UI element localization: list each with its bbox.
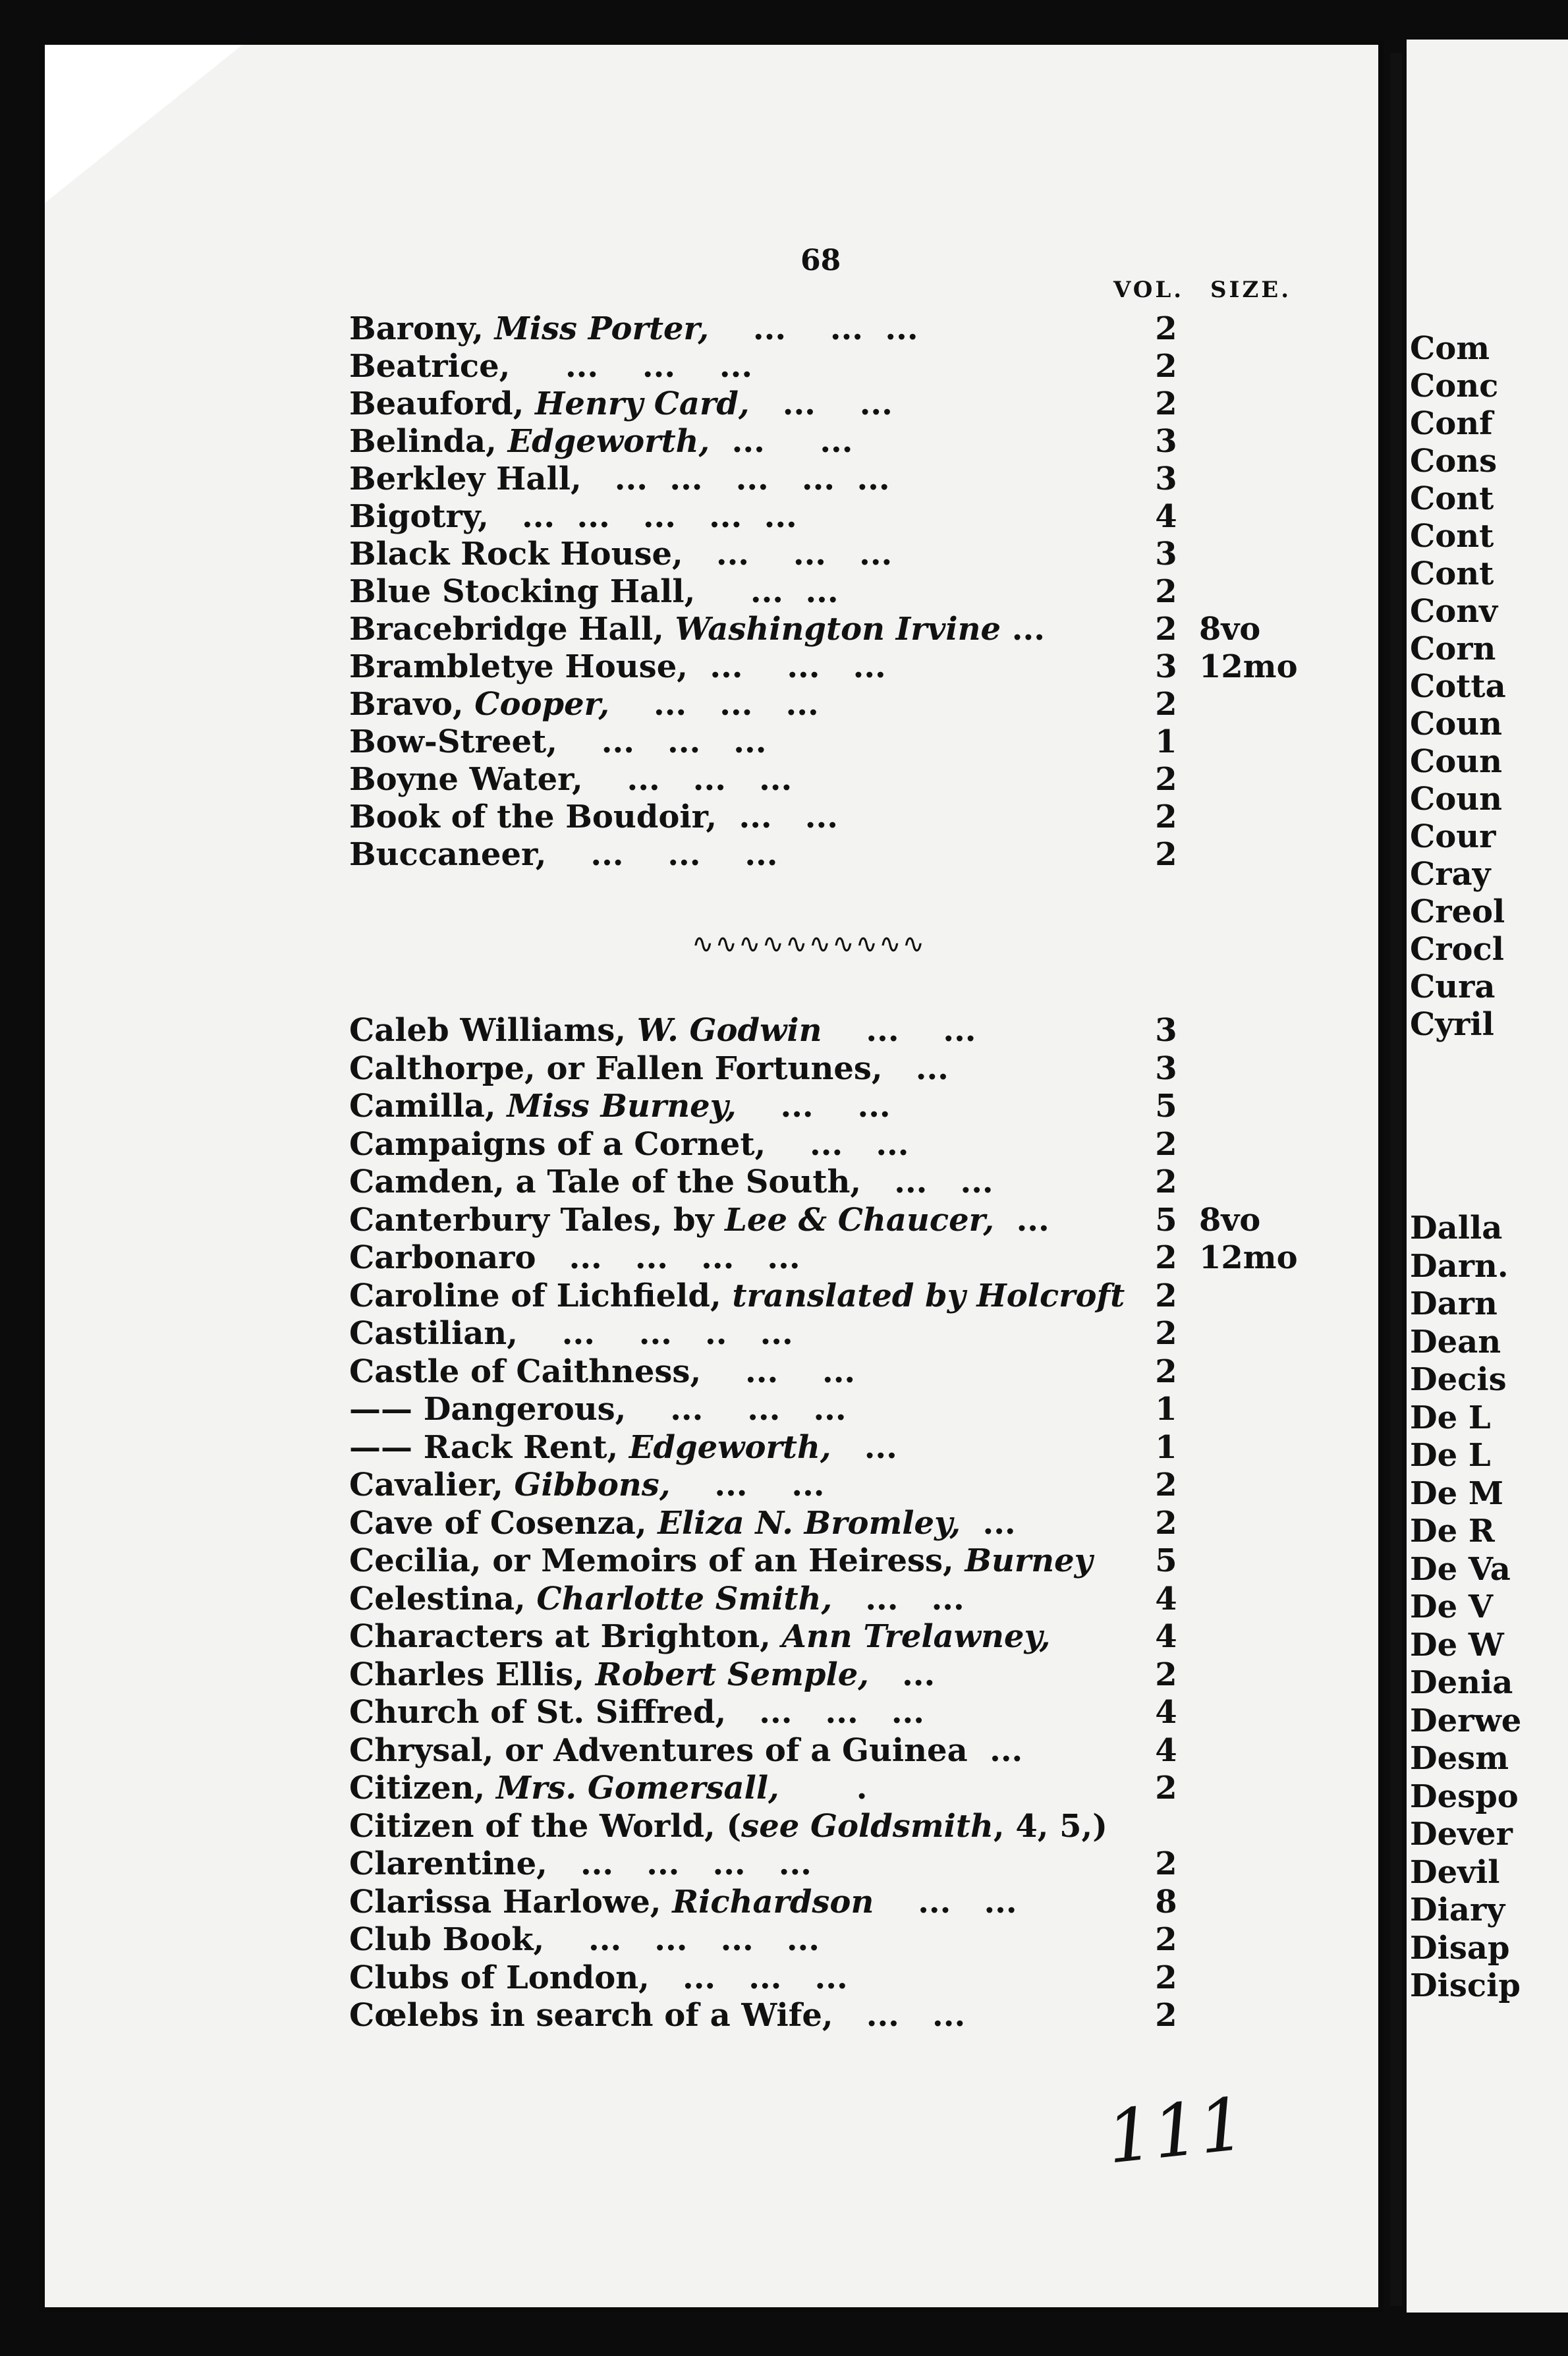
- author-name: Ann Trelawney,: [781, 1618, 1051, 1655]
- right-page-fragment: Darn.: [1410, 1247, 1509, 1285]
- right-page-fragment: Creol: [1410, 893, 1505, 930]
- volume-count: 2: [1155, 1125, 1177, 1163]
- right-page-fragment: Conf: [1410, 405, 1493, 442]
- title-text: Berkley Hall,: [349, 461, 582, 497]
- volume-count: 2: [1155, 799, 1177, 835]
- title-text: Bravo,: [349, 686, 475, 723]
- catalog-entry: [349, 760, 1351, 799]
- volume-count: 1: [1155, 1391, 1177, 1428]
- right-page-fragment: Conc: [1410, 368, 1499, 405]
- right-page-fragment: De Va: [1410, 1550, 1511, 1588]
- right-page-fragment: De L: [1410, 1399, 1491, 1436]
- leader-dots: ... ...: [701, 1353, 856, 1390]
- title-text: Citizen of the World, (: [349, 1807, 742, 1845]
- volume-count: 2: [1155, 385, 1177, 422]
- author-name: Robert Semple,: [595, 1656, 869, 1693]
- right-page-fragment: De R: [1410, 1513, 1495, 1550]
- right-page-fragment: Cray: [1410, 856, 1491, 893]
- volume-count: 1: [1155, 723, 1177, 760]
- entry-title: [349, 1011, 976, 1050]
- catalog-entry: [349, 1353, 1351, 1391]
- leader-dots: ... ...: [717, 799, 838, 835]
- right-page-fragment: Com: [1410, 330, 1490, 367]
- catalog-entry: [349, 1769, 1351, 1807]
- catalog-entry: [349, 497, 1351, 536]
- catalog-entry: [349, 1580, 1351, 1618]
- author-name: translated by Holcroft: [732, 1277, 1125, 1314]
- leader-dots: ... ...: [766, 1125, 909, 1163]
- entry-title: [349, 347, 752, 385]
- right-page-fragment: Coun: [1410, 743, 1503, 780]
- page-number: 68: [800, 244, 841, 277]
- volume-count: 5: [1155, 1542, 1177, 1579]
- entry-title: [349, 723, 766, 761]
- volume-count: 3: [1155, 536, 1177, 573]
- right-page-fragment: Cont: [1410, 480, 1494, 517]
- entry-title: [349, 1466, 824, 1504]
- leader-dots: ...: [961, 1504, 1016, 1542]
- author-name: Miss Burney,: [507, 1088, 737, 1125]
- entry-title: [349, 1883, 1017, 1921]
- catalog-entry: [349, 1201, 1351, 1239]
- right-page-fragment: Despo: [1410, 1778, 1519, 1815]
- volume-count: 2: [1155, 761, 1177, 798]
- catalog-entry: [349, 723, 1351, 761]
- entry-title: [349, 648, 886, 686]
- catalog-entry: [349, 1617, 1351, 1656]
- title-text: Carbonaro: [349, 1239, 536, 1276]
- volume-count: 5: [1155, 1088, 1177, 1125]
- leader-dots: ... ... ...: [557, 723, 767, 760]
- right-page-fragment: De M: [1410, 1474, 1504, 1512]
- right-page-fragment: Desm: [1410, 1740, 1509, 1777]
- entry-title: [349, 1428, 897, 1467]
- title-text: Characters at Brighton,: [349, 1618, 782, 1655]
- volume-count: 1: [1155, 1428, 1177, 1466]
- vol-header: VOL.: [1113, 277, 1185, 303]
- volume-count: 5: [1155, 1201, 1177, 1239]
- author-name: Cooper,: [474, 686, 610, 723]
- entry-title: [349, 385, 893, 423]
- catalog-entry: [349, 1883, 1351, 1921]
- leader-dots: ... ... ...: [582, 761, 793, 798]
- volume-count: 2: [1155, 1277, 1177, 1314]
- title-text: Citizen,: [349, 1770, 496, 1807]
- leader-dots: ... ... ...: [726, 1694, 924, 1731]
- entry-title: [349, 685, 819, 723]
- catalog-entry: [349, 1050, 1351, 1088]
- catalog-entry: [349, 573, 1351, 611]
- volume-count: 2: [1155, 348, 1177, 385]
- title-text: Caroline of Lichfield,: [349, 1277, 733, 1314]
- entry-title: [349, 1617, 1051, 1656]
- title-text: Cave of Cosenza,: [349, 1504, 658, 1542]
- entry-title: [349, 1959, 848, 1997]
- right-page-fragment: Coun: [1410, 781, 1503, 818]
- entry-title: [349, 1504, 1016, 1542]
- entry-title: [349, 460, 890, 498]
- catalog-entry: [349, 1996, 1351, 2034]
- catalog-entry: [349, 347, 1351, 385]
- right-page-fragment: Cura: [1410, 968, 1496, 1005]
- title-text: —— Rack Rent,: [349, 1428, 629, 1466]
- catalog-entry: [349, 1466, 1351, 1504]
- catalog-entry: [349, 1011, 1351, 1050]
- leader-dots: .: [779, 1770, 868, 1807]
- entry-title: [349, 1277, 1125, 1315]
- volume-count: 2: [1155, 1467, 1177, 1503]
- author-name: Miss Porter,: [494, 310, 710, 347]
- volume-count: 2: [1155, 836, 1177, 873]
- title-text: Cavalier,: [349, 1467, 515, 1503]
- entry-title: [349, 1542, 1093, 1580]
- leader-dots: ...: [1001, 611, 1045, 648]
- leader-dots: ... ... ... ...: [547, 1845, 812, 1882]
- leader-dots: ... ... ... ...: [536, 1239, 800, 1276]
- page-fold-corner: [45, 45, 242, 203]
- catalog-entry: [349, 685, 1351, 723]
- book-size: 12mo: [1199, 648, 1298, 685]
- leader-dots: ... ...: [749, 385, 893, 422]
- leader-dots: ... ... ... ...: [544, 1921, 820, 1958]
- book-size: 8vo: [1199, 1201, 1261, 1239]
- entry-title: [349, 1807, 1107, 1845]
- leader-dots: , 4, 5,): [993, 1807, 1107, 1845]
- title-text: Belinda,: [349, 423, 508, 460]
- right-page-fragment: Disap: [1410, 1929, 1510, 1967]
- catalog-entry: [349, 648, 1351, 686]
- title-text: Boyne Water,: [349, 761, 583, 798]
- right-page-fragment: Decis: [1410, 1361, 1507, 1398]
- leader-dots: ... ... ... ... ...: [488, 498, 797, 535]
- right-page-fragment: Discip: [1410, 1967, 1521, 2004]
- author-name: Charlotte Smith,: [536, 1580, 833, 1617]
- right-page-fragment: Dean: [1410, 1323, 1501, 1360]
- author-name: Lee & Chaucer,: [725, 1201, 995, 1239]
- entry-title: [349, 310, 918, 348]
- author-name: see Goldsmith: [741, 1807, 994, 1845]
- catalog-entry: [349, 1390, 1351, 1428]
- right-page-fragment: Dalla: [1410, 1210, 1503, 1247]
- entry-title: [349, 798, 838, 836]
- catalog-entry: [349, 1314, 1351, 1353]
- right-page-fragment: Cont: [1410, 518, 1494, 555]
- title-text: —— Dangerous,: [349, 1391, 627, 1428]
- title-text: Beatrice,: [349, 348, 511, 385]
- right-page-fragment: Cyril: [1410, 1006, 1494, 1043]
- leader-dots: ... ...: [822, 1012, 976, 1049]
- title-text: Church of St. Siffred,: [349, 1694, 727, 1731]
- volume-count: 2: [1155, 310, 1177, 347]
- volume-count: 2: [1155, 686, 1177, 723]
- author-name: Edgeworth,: [629, 1428, 831, 1466]
- leader-dots: ... ... ...: [687, 648, 886, 685]
- catalog-entry: [349, 1693, 1351, 1731]
- author-name: Richardson: [672, 1883, 874, 1921]
- leader-dots: ... ...: [695, 573, 839, 610]
- title-text: Calthorpe, or Fallen Fortunes,: [349, 1050, 883, 1087]
- right-page-fragment: Cons: [1410, 443, 1498, 480]
- author-name: Eliza N. Bromley,: [658, 1504, 961, 1542]
- catalog-entry: [349, 1163, 1351, 1201]
- title-text: Bracebridge Hall,: [349, 611, 675, 648]
- volume-count: 3: [1155, 648, 1177, 685]
- title-text: Castilian,: [349, 1315, 518, 1352]
- entry-title: [349, 610, 1045, 648]
- volume-count: 2: [1155, 1921, 1177, 1958]
- leader-dots: ... ... ...: [709, 310, 918, 347]
- entry-title: [349, 573, 839, 611]
- catalog-entry: [349, 1807, 1351, 1845]
- catalog-entry: [349, 1959, 1351, 1997]
- title-text: Book of the Boudoir,: [349, 799, 717, 835]
- title-text: Brambletye House,: [349, 648, 688, 685]
- catalog-entry: [349, 835, 1351, 874]
- volume-count: 4: [1155, 1618, 1177, 1655]
- title-text: Barony,: [349, 310, 495, 347]
- volume-count: 2: [1155, 1959, 1177, 1996]
- column-headers: [1113, 277, 1307, 303]
- right-page-fragment: Derwe: [1410, 1702, 1522, 1739]
- volume-count: 2: [1155, 1504, 1177, 1542]
- author-name: Gibbons,: [514, 1467, 671, 1503]
- title-text: Campaigns of a Cornet,: [349, 1125, 766, 1163]
- title-text: Canterbury Tales, by: [349, 1201, 725, 1239]
- catalog-entry: [349, 1656, 1351, 1694]
- catalog-entry: [349, 1125, 1351, 1164]
- leader-dots: ... ... ...: [609, 686, 819, 723]
- entry-title: [349, 497, 797, 536]
- title-text: Bigotry,: [349, 498, 489, 535]
- volume-count: 2: [1155, 1770, 1177, 1807]
- volume-count: 3: [1155, 1050, 1177, 1087]
- title-text: Camilla,: [349, 1088, 507, 1125]
- catalog-entry: [349, 610, 1351, 648]
- entry-title: [349, 535, 892, 573]
- leader-dots: ... ... .. ...: [517, 1315, 793, 1352]
- volume-count: 2: [1155, 1845, 1177, 1882]
- catalog-entry: [349, 1087, 1351, 1125]
- catalog-entry: [349, 385, 1351, 423]
- entry-title: [349, 835, 777, 874]
- volume-count: 2: [1155, 1997, 1177, 2034]
- entry-title: [349, 1353, 855, 1391]
- title-text: Charles Ellis,: [349, 1656, 596, 1693]
- catalog-entry: [349, 422, 1351, 461]
- title-text: Clubs of London,: [349, 1959, 650, 1996]
- entry-title: [349, 1087, 891, 1125]
- leader-dots: ...: [994, 1201, 1050, 1239]
- book-size: 8vo: [1199, 611, 1261, 648]
- volume-count: 3: [1155, 423, 1177, 460]
- title-text: Club Book,: [349, 1921, 545, 1958]
- title-text: Blue Stocking Hall,: [349, 573, 696, 610]
- title-text: Beauford,: [349, 385, 536, 422]
- right-page-fragment: Diary: [1410, 1892, 1505, 1928]
- leader-dots: ...: [831, 1428, 897, 1466]
- volume-count: 3: [1155, 461, 1177, 497]
- leader-dots: ... ... ...: [546, 836, 778, 873]
- entry-title: [349, 760, 792, 799]
- right-page-fragment: Coun: [1410, 706, 1503, 743]
- catalog-entry: [349, 1542, 1351, 1580]
- right-page-fragment: Cotta: [1410, 668, 1506, 705]
- leader-dots: ... ...: [710, 423, 853, 460]
- entry-title: [349, 1314, 793, 1353]
- title-text: Clarentine,: [349, 1845, 547, 1882]
- right-page-fragment: Conv: [1410, 593, 1498, 630]
- volume-count: 4: [1155, 1731, 1177, 1769]
- author-name: Burney: [965, 1542, 1093, 1579]
- catalog-entry: [349, 1239, 1351, 1277]
- title-text: Bow-Street,: [349, 723, 557, 760]
- right-page-fragment: Darn: [1410, 1285, 1498, 1322]
- title-text: Chrysal, or Adventures of a Guinea: [349, 1731, 968, 1769]
- right-page-fragment: Crocl: [1410, 931, 1504, 968]
- right-page-fragment: Corn: [1410, 631, 1496, 667]
- right-page-fragment: Devil: [1410, 1853, 1500, 1891]
- leader-dots: ... ...: [861, 1164, 994, 1200]
- entry-title: [349, 1125, 909, 1164]
- catalog-entry: [349, 1731, 1351, 1770]
- entry-title: [349, 1163, 994, 1201]
- leader-dots: ...: [967, 1731, 1023, 1769]
- leader-dots: ... ... ...: [683, 536, 893, 573]
- title-text: Cœlebs in search of a Wife,: [349, 1997, 833, 2034]
- volume-count: 4: [1155, 1694, 1177, 1731]
- title-text: Black Rock House,: [349, 536, 683, 573]
- author-name: Washington Irvine: [675, 611, 1001, 648]
- right-page-fragment: Cour: [1410, 818, 1496, 855]
- entry-title: [349, 1580, 965, 1618]
- volume-count: 8: [1155, 1883, 1177, 1921]
- entry-title: [349, 1769, 867, 1807]
- leader-dots: ... ...: [736, 1088, 891, 1125]
- size-header: SIZE.: [1210, 277, 1292, 303]
- entry-title: [349, 1693, 924, 1731]
- catalog-entry: [349, 535, 1351, 573]
- right-page-fragment: De W: [1410, 1626, 1504, 1664]
- catalog-entry: [349, 1504, 1351, 1542]
- page-gutter: [1390, 53, 1402, 2306]
- volume-count: 4: [1155, 1580, 1177, 1617]
- volume-count: 2: [1155, 1239, 1177, 1276]
- entry-title: [349, 1996, 965, 2034]
- entry-title: [349, 422, 853, 461]
- leader-dots: ... ...: [832, 1580, 965, 1617]
- entry-title: [349, 1390, 847, 1428]
- handwritten-note: 111: [1102, 2081, 1250, 2180]
- catalog-entry: [349, 1428, 1351, 1467]
- author-name: Henry Card,: [535, 385, 750, 422]
- catalog-entry: [349, 310, 1351, 348]
- volume-count: 2: [1155, 1656, 1177, 1693]
- catalog-entry: [349, 1277, 1351, 1315]
- entry-title: [349, 1239, 800, 1277]
- section-ornament: ∿∿∿∿∿∿∿∿∿∿: [692, 929, 926, 959]
- entry-title: [349, 1201, 1050, 1239]
- leader-dots: ... ...: [670, 1467, 825, 1503]
- catalog-entry: [349, 1845, 1351, 1883]
- volume-count: 2: [1155, 1353, 1177, 1390]
- author-name: Edgeworth,: [507, 423, 710, 460]
- catalog-entry: [349, 460, 1351, 498]
- leader-dots: ...: [868, 1656, 936, 1693]
- leader-dots: ... ... ...: [510, 348, 753, 385]
- entry-title: [349, 1656, 935, 1694]
- title-text: Caleb Williams,: [349, 1012, 637, 1049]
- entry-title: [349, 1845, 812, 1883]
- right-page-fragment: Dever: [1410, 1816, 1513, 1853]
- volume-count: 3: [1155, 1012, 1177, 1049]
- right-page-fragment: De V: [1410, 1588, 1494, 1625]
- title-text: Camden, a Tale of the South,: [349, 1164, 862, 1200]
- title-text: Celestina,: [349, 1580, 537, 1617]
- title-text: Buccaneer,: [349, 836, 547, 873]
- entry-title: [349, 1921, 820, 1959]
- title-text: Clarissa Harlowe,: [349, 1883, 673, 1921]
- title-text: Cecilia, or Memoirs of an Heiress,: [349, 1542, 965, 1579]
- author-name: Mrs. Gomersall,: [495, 1770, 779, 1807]
- leader-dots: ... ... ...: [626, 1391, 847, 1428]
- right-page-fragment: Denia: [1410, 1664, 1513, 1701]
- volume-count: 2: [1155, 611, 1177, 648]
- volume-count: 4: [1155, 498, 1177, 535]
- volume-count: 2: [1155, 573, 1177, 610]
- right-page-fragment: De L: [1410, 1437, 1491, 1474]
- book-size: 12mo: [1199, 1239, 1298, 1276]
- title-text: Castle of Caithness,: [349, 1353, 702, 1390]
- entry-title: [349, 1050, 949, 1088]
- catalog-entry: [349, 1921, 1351, 1959]
- catalog-entry: [349, 798, 1351, 836]
- leader-dots: ... ...: [833, 1997, 966, 2034]
- volume-count: 2: [1155, 1315, 1177, 1352]
- right-page-fragment: Cont: [1410, 555, 1494, 592]
- leader-dots: ...: [882, 1050, 949, 1087]
- volume-count: 2: [1155, 1164, 1177, 1200]
- leader-dots: ... ... ...: [649, 1959, 848, 1996]
- entry-title: [349, 1731, 1022, 1770]
- leader-dots: ... ...: [874, 1883, 1017, 1921]
- author-name: W. Godwin: [636, 1012, 822, 1049]
- leader-dots: ... ... ... ... ...: [581, 461, 890, 497]
